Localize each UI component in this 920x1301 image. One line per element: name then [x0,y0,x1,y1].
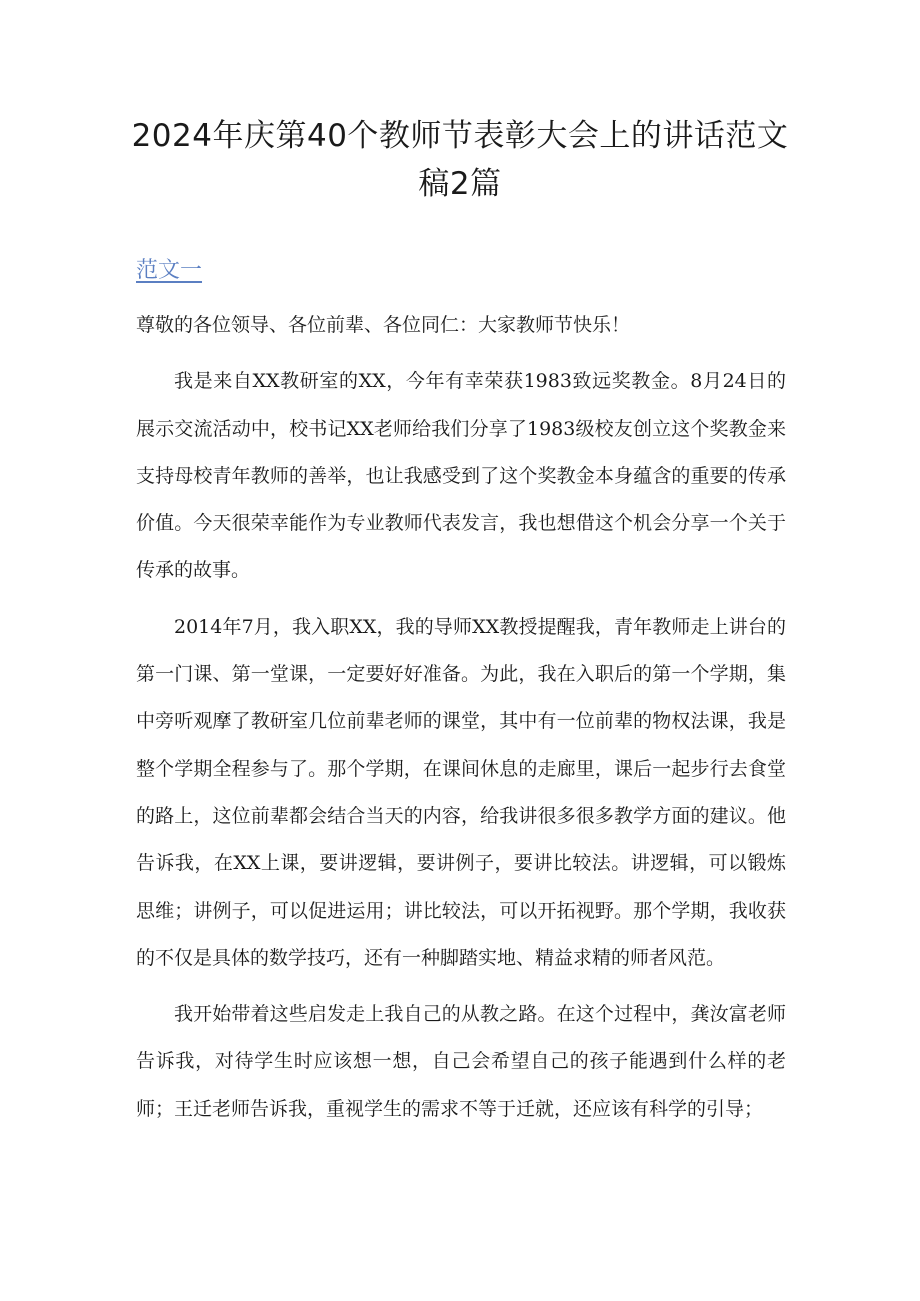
body-paragraph: 2014年7月，我入职XX，我的导师XX教授提醒我，青年教师走上讲台的第一门课、第一堂课，一定要好好准备。为此，我在入职后的第一个学期，集中旁听观摩了教研室几位前辈老师的课堂，其中有一位前辈的物权法课，我是整个学期全程参与了。那个学期，在课间休息的走廊里，课后一起步行去食堂的路上，这位前辈都会结合当天的内容，给我讲很多很多教学方面的建议。他告诉我，在XX上课，要讲逻辑，要讲例子，要讲比较法。讲逻辑，可以锻炼思维；讲例子，可以促进运用；讲比较法，可以开拓视野。那个学期，我收获的不仅是具体的数学技巧，还有一种脚踏实地、精益求精的师者风范。 [136,615,786,969]
document-title [120,112,800,208]
document-title-line-1: 2024年庆第40个教师节表彰大会上的讲话范文 [131,118,789,154]
body-paragraph: 我开始带着这些启发走上我自己的从教之路。在这个过程中，龚汝富老师告诉我，对待学生时应该想一想，自己会希望自己的孩子能遇到什么样的老师；王迁老师告诉我，重视学生的需求不等于迁就，还应该有科学的引导； [136,1003,786,1120]
body-paragraph: 我是来自XX教研室的XX，今年有幸荣获1983致远奖教金。8月24日的展示交流活动中，校书记XX老师给我们分享了1983级校友创立这个奖教金来支持母校青年教师的善举，也让我感受到了这个奖教金本身蕴含的重要的传承价值。今天很荣幸能作为专业教师代表发言，我也想借这个机会分享一个关于传承的故事。 [136,370,786,582]
document-title-line-2: 稿2篇 [418,166,502,202]
section-heading[interactable]: 范文一 [136,258,203,283]
salutation-paragraph: 尊敬的各位领导、各位前辈、各位同仁：大家教师节快乐！ [136,314,631,336]
document-body [136,302,786,1133]
